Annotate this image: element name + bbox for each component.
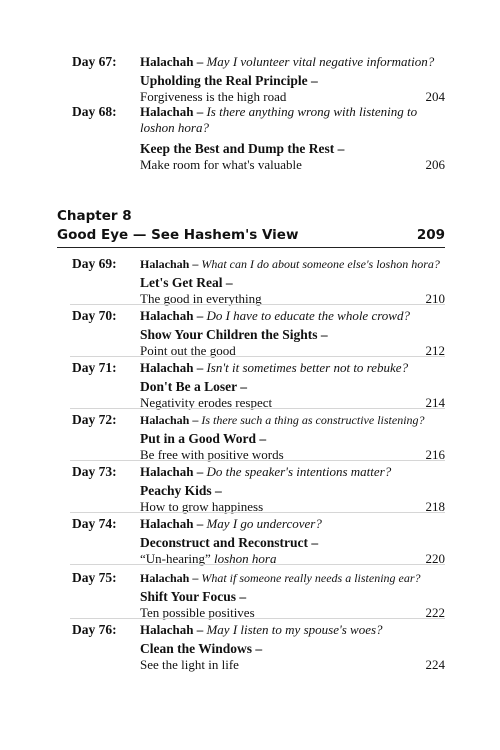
entry-subline <box>140 157 445 173</box>
day-label: Day 69: <box>72 256 117 271</box>
halachah-label: Halachah – <box>140 360 204 375</box>
day-label: Day 72: <box>72 412 117 427</box>
day-label: Day 68: <box>72 104 117 119</box>
entry-subline <box>140 89 445 105</box>
halachah-label: Halachah – <box>140 571 199 585</box>
entry-title: Upholding the Real Principle – <box>140 73 318 88</box>
entry-subtitle: Negativity erodes respect <box>140 395 273 410</box>
day-label: Day 76: <box>72 622 117 637</box>
entry-title: Keep the Best and Dump the Rest – <box>140 141 345 156</box>
halachah-line <box>140 464 445 480</box>
page-number: 222 <box>425 605 445 620</box>
day-label: Day 70: <box>72 308 117 323</box>
entry-divider <box>70 618 445 619</box>
entry-divider <box>70 304 445 305</box>
halachah-label: Halachah – <box>140 308 204 323</box>
halachah-question: What can I do about someone else's loshon hora? <box>201 257 440 271</box>
page-number: 212 <box>425 343 445 358</box>
entry-subtitle: Make room for what's valuable <box>140 157 302 172</box>
entry-subtitle: Be free with positive words <box>140 447 284 462</box>
page-number: 218 <box>425 499 445 514</box>
page-number: 224 <box>425 657 445 672</box>
halachah-question: May I volunteer vital negative information? <box>206 54 435 69</box>
halachah-line <box>140 54 445 70</box>
page-number: 210 <box>425 291 445 306</box>
page-number: 206 <box>425 157 445 172</box>
chapter-heading <box>57 208 445 243</box>
entry-subtitle-text: “Un-hearing” <box>140 551 214 566</box>
halachah-line <box>140 256 445 272</box>
halachah-line <box>140 360 445 376</box>
halachah-line <box>140 622 445 638</box>
entry-divider <box>70 408 445 409</box>
entry-title: Let's Get Real – <box>140 275 233 290</box>
halachah-question: Is there anything wrong with listening to loshon hora? <box>140 104 418 135</box>
halachah-question: Isn't it sometimes better not to rebuke? <box>206 360 409 375</box>
page-number: 216 <box>425 447 445 462</box>
page-number: 204 <box>425 89 445 104</box>
halachah-question: Is there such a thing as constructive listening? <box>201 413 425 427</box>
day-label: Day 74: <box>72 516 117 531</box>
entry-subtitle: The good in everything <box>140 291 262 306</box>
page-number: 220 <box>425 551 445 566</box>
entry-subtitle: How to grow happiness <box>140 499 264 514</box>
entry-title: Show Your Children the Sights – <box>140 327 328 342</box>
halachah-label: Halachah – <box>140 516 204 531</box>
entry-divider <box>70 512 445 513</box>
entry-title: Shift Your Focus – <box>140 589 247 604</box>
entry-subtitle: Ten possible positives <box>140 605 255 620</box>
halachah-question: May I listen to my spouse's woes? <box>206 622 383 637</box>
entry-title: Don't Be a Loser – <box>140 379 247 394</box>
entry-divider <box>70 564 445 565</box>
halachah-question: Do the speaker's intentions matter? <box>206 464 392 479</box>
halachah-label: Halachah – <box>140 104 204 119</box>
chapter-title: Good Eye — See Hashem's View <box>57 227 299 243</box>
day-label: Day 75: <box>72 570 117 585</box>
entry-subtitle: See the light in life <box>140 657 239 672</box>
halachah-line <box>140 412 445 428</box>
day-label: Day 67: <box>72 54 117 69</box>
halachah-line <box>140 570 445 586</box>
halachah-line <box>140 104 421 136</box>
halachah-label: Halachah – <box>140 464 204 479</box>
day-label: Day 71: <box>72 360 117 375</box>
entry-subtitle-italic: loshon hora <box>214 551 277 566</box>
halachah-question: What if someone really needs a listening ear? <box>201 571 421 585</box>
halachah-label: Halachah – <box>140 622 204 637</box>
entry-title: Put in a Good Word – <box>140 431 267 446</box>
halachah-line <box>140 308 445 324</box>
chapter-page-number: 209 <box>416 227 445 243</box>
entry-subtitle: Point out the good <box>140 343 236 358</box>
page-number: 214 <box>425 395 445 410</box>
halachah-label: Halachah – <box>140 413 199 427</box>
day-label: Day 73: <box>72 464 117 479</box>
halachah-label: Halachah – <box>140 257 199 271</box>
entry-divider <box>70 460 445 461</box>
halachah-label: Halachah – <box>140 54 204 69</box>
halachah-question: Do I have to educate the whole crowd? <box>206 308 410 323</box>
halachah-line <box>140 516 445 532</box>
entry-divider <box>70 356 445 357</box>
chapter-label: Chapter 8 <box>57 208 132 224</box>
entry-subline <box>140 657 445 673</box>
chapter-rule <box>57 247 445 248</box>
entry-subtitle: Forgiveness is the high road <box>140 89 287 104</box>
entry-title: Clean the Windows – <box>140 641 263 656</box>
halachah-question: May I go undercover? <box>206 516 322 531</box>
entry-title: Deconstruct and Reconstruct – <box>140 535 319 550</box>
entry-title: Peachy Kids – <box>140 483 222 498</box>
